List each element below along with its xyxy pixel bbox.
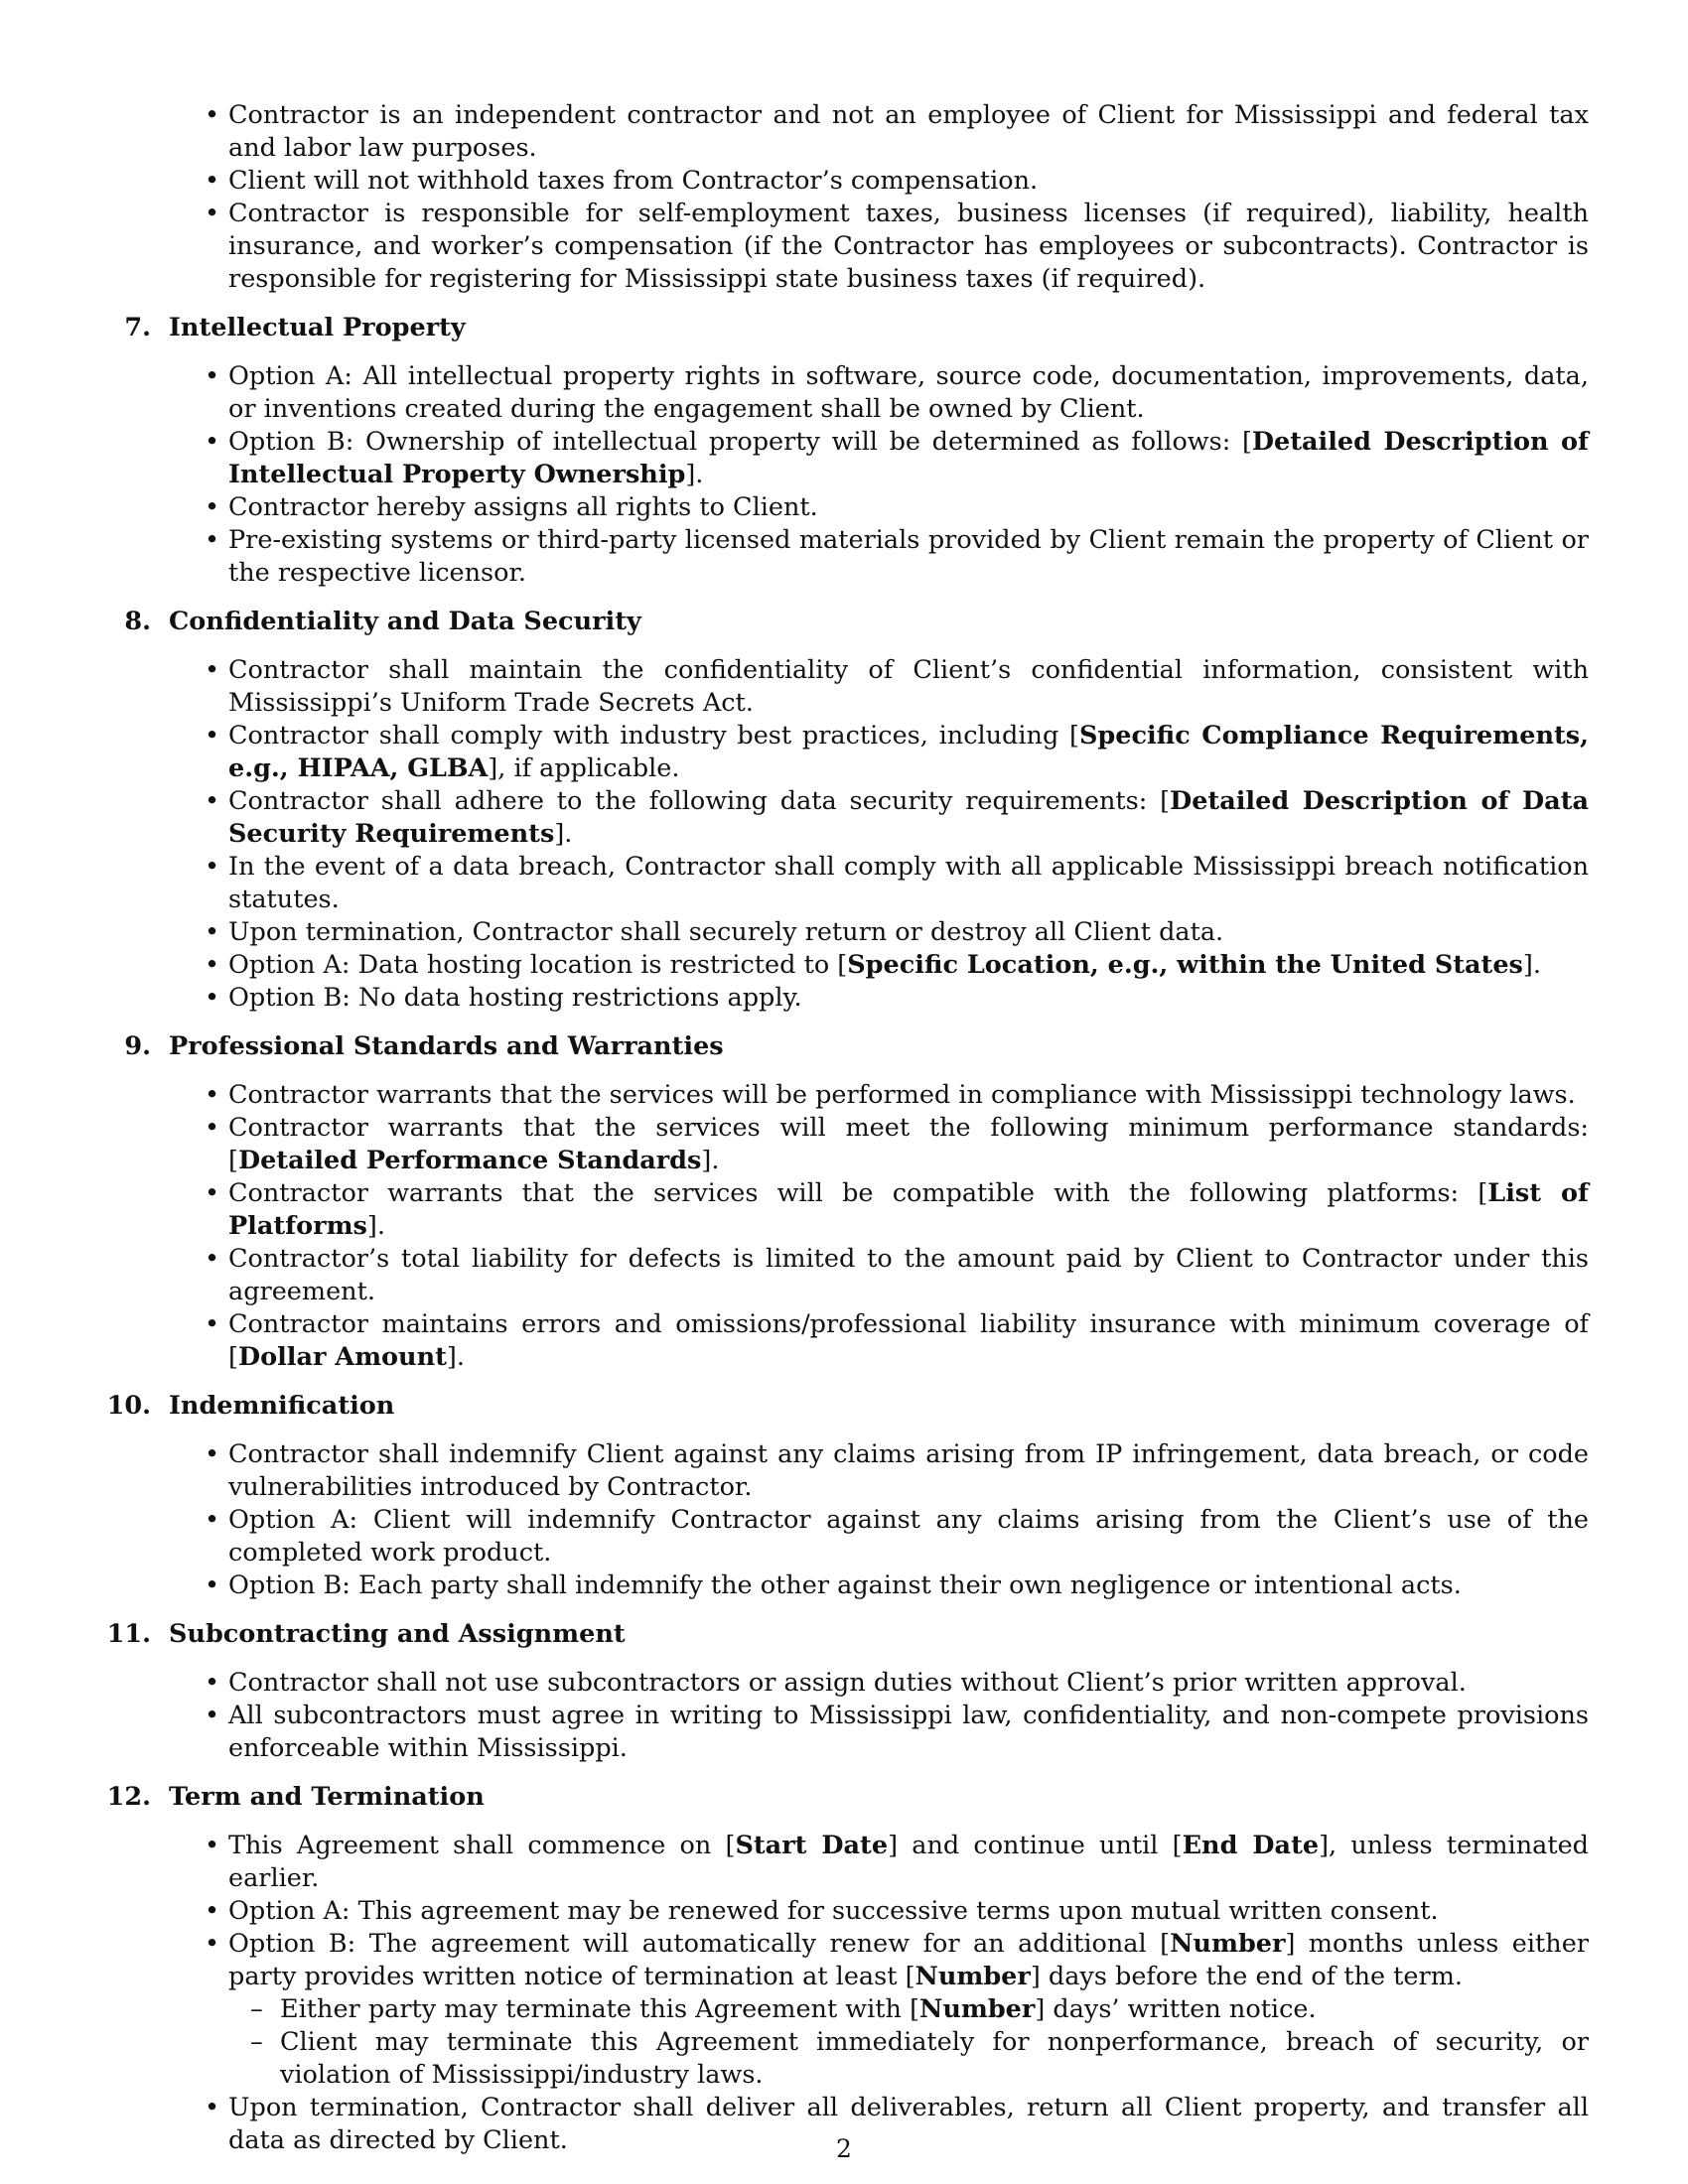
document-body xyxy=(106,99,1590,2157)
section-intellectual-property xyxy=(119,312,1589,590)
placeholder-text: List of Platforms xyxy=(228,1178,1589,1241)
text-segment: Contractor warrants that the services will be compatible with the following platforms: [ xyxy=(228,1178,1488,1208)
placeholder-text: Start Date xyxy=(735,1831,889,1860)
section-professional-standards xyxy=(119,1030,1589,1374)
section-number: 9. xyxy=(124,1031,151,1061)
section-number: 11. xyxy=(106,1619,151,1649)
section-number: 8. xyxy=(124,607,151,636)
text-segment: ]. xyxy=(366,1211,385,1241)
text-segment: Contractor maintains errors and omissions/professional liability insurance with minimum coverage of [ xyxy=(228,1309,1589,1372)
text-segment: ] and continue until [ xyxy=(888,1831,1183,1860)
bullet-list xyxy=(119,1830,1589,2157)
section-number: 7. xyxy=(124,313,151,342)
list-item: • Contractor’s total liability for defects is limited to the amount paid by Client to Contractor under this agreement. xyxy=(119,1243,1589,1308)
section-term-termination xyxy=(106,1781,1590,2157)
sub-list-item xyxy=(228,1993,1589,2026)
section-heading: Subcontracting and Assignment xyxy=(169,1619,626,1649)
placeholder-text: Number xyxy=(1170,1929,1286,1959)
list-item: • Contractor is responsible for self-employment taxes, business licenses (if required), liability, health insurance, and worker’s compensation (if the Contractor has employees or subcontracts). Contractor is responsible for registering for Mississippi state business taxes (if required). xyxy=(119,198,1589,296)
sub-list-item: – Client may terminate this Agreement immediately for nonperformance, breach of security, or violation of Mississippi/industry laws. xyxy=(228,2026,1589,2092)
placeholder-text: Detailed Description of Intellectual Property Ownership xyxy=(228,427,1589,489)
list-item: • Option A: Client will indemnify Contractor against any claims arising from the Client’s use of the completed work product. xyxy=(119,1504,1589,1570)
bullet-list xyxy=(119,1438,1589,1602)
list-item: • Contractor is an independent contractor and not an employee of Client for Mississippi and federal tax and labor law purposes. xyxy=(119,99,1589,165)
bullet-list xyxy=(119,654,1589,1015)
text-segment: ]. xyxy=(554,819,573,849)
list-item: • In the event of a data breach, Contractor shall comply with all applicable Mississippi breach notification statutes. xyxy=(119,851,1589,916)
list-item xyxy=(119,1177,1589,1243)
section-heading: Intellectual Property xyxy=(169,313,466,342)
intro-bullet-list xyxy=(119,99,1589,296)
text-segment: Option A: Data hosting location is restricted to [ xyxy=(228,950,848,980)
text-segment: ]. xyxy=(446,1342,465,1372)
list-item xyxy=(119,785,1589,851)
list-item xyxy=(119,1112,1589,1177)
list-item: • Contractor shall not use subcontractors or assign duties without Client’s prior written approval. xyxy=(119,1667,1589,1700)
placeholder-text: Detailed Performance Standards xyxy=(237,1146,702,1175)
text-segment: ] days’ written notice. xyxy=(1035,1994,1317,2024)
list-item xyxy=(119,720,1589,785)
list-item: • Upon termination, Contractor shall deliver all deliverables, return all Client property, and transfer all data as directed by Client. xyxy=(119,2092,1589,2157)
placeholder-text: Specific Location, e.g., within the United States xyxy=(847,950,1523,980)
list-item: • Upon termination, Contractor shall securely return or destroy all Client data. xyxy=(119,916,1589,949)
placeholder-text: Number xyxy=(919,1994,1036,2024)
page-number: 2 xyxy=(836,2134,852,2163)
text-segment: ] days before the end of the term. xyxy=(1030,1962,1463,1991)
section-confidentiality xyxy=(119,606,1589,1015)
section-subcontracting xyxy=(106,1618,1589,1765)
list-item: • Option A: All intellectual property rights in software, source code, documentation, improvements, data, or inventions created during the engagement shall be owned by Client. xyxy=(119,360,1589,426)
bullet-list xyxy=(119,1079,1589,1374)
list-item xyxy=(119,949,1589,982)
placeholder-text: End Date xyxy=(1182,1831,1320,1860)
list-item: • Client will not withhold taxes from Contractor’s compensation. xyxy=(119,165,1589,198)
list-item xyxy=(119,1928,1589,2092)
text-segment: ]. xyxy=(701,1146,720,1175)
list-item: • Pre-existing systems or third-party licensed materials provided by Client remain the property of Client or the respective licensor. xyxy=(119,524,1589,590)
section-heading: Indemnification xyxy=(169,1391,395,1421)
bullet-list xyxy=(119,360,1589,590)
text-segment: Option B: The agreement will automatically renew for an additional [ xyxy=(228,1929,1171,1959)
placeholder-text: Specific Compliance Requirements, e.g., HIPAA, GLBA xyxy=(228,721,1589,783)
section-heading: Confidentiality and Data Security xyxy=(169,607,641,636)
text-segment: Contractor shall adhere to the following data security requirements: [ xyxy=(228,786,1171,816)
list-item xyxy=(119,426,1589,491)
list-item xyxy=(119,1308,1589,1374)
section-heading: Term and Termination xyxy=(169,1782,485,1812)
text-segment: ], unless terminated earlier. xyxy=(228,1831,1590,1893)
section-number: 12. xyxy=(106,1782,151,1812)
section-number: 10. xyxy=(106,1391,151,1421)
list-item: • Contractor warrants that the services will be performed in compliance with Mississippi technology laws. xyxy=(119,1079,1589,1112)
text-segment: ] months unless either party provides written notice of termination at least [ xyxy=(228,1929,1589,1991)
list-item: • Option B: No data hosting restrictions apply. xyxy=(119,982,1589,1015)
list-item xyxy=(119,1830,1589,1895)
placeholder-text: Number xyxy=(914,1962,1031,1991)
sub-list xyxy=(228,1993,1589,2092)
list-item: • All subcontractors must agree in writing to Mississippi law, confidentiality, and non-compete provisions enforceable within Mississippi. xyxy=(119,1700,1589,1765)
list-item: • Contractor shall indemnify Client against any claims arising from IP infringement, data breach, or code vulnerabilities introduced by Contractor. xyxy=(119,1438,1589,1504)
list-item: • Option B: Each party shall indemnify the other against their own negligence or intentional acts. xyxy=(119,1570,1589,1602)
bullet-list xyxy=(119,1667,1589,1765)
text-segment: Either party may terminate this Agreement with [ xyxy=(280,1994,920,2024)
list-item: • Contractor shall maintain the confidentiality of Client’s confidential information, consistent with Mississippi’s Uniform Trade Secrets Act. xyxy=(119,654,1589,720)
section-heading: Professional Standards and Warranties xyxy=(169,1031,724,1061)
placeholder-text: Detailed Description of Data Security Requirements xyxy=(228,786,1589,849)
list-item: • Contractor hereby assigns all rights to Client. xyxy=(119,491,1589,524)
text-segment: Contractor shall comply with industry best practices, including [ xyxy=(228,721,1079,751)
text-segment: ], if applicable. xyxy=(488,753,680,783)
section-indemnification xyxy=(106,1390,1589,1602)
text-segment: ]. xyxy=(1522,950,1541,980)
text-segment: Option B: Ownership of intellectual property will be determined as follows: [ xyxy=(228,427,1252,457)
list-item: • Option A: This agreement may be renewed for successive terms upon mutual written consent. xyxy=(119,1895,1589,1928)
text-segment: This Agreement shall commence on [ xyxy=(228,1831,736,1860)
text-segment: ]. xyxy=(685,460,704,489)
placeholder-text: Dollar Amount xyxy=(237,1342,447,1372)
text-segment: Contractor warrants that the services will meet the following minimum performance standards: [ xyxy=(228,1113,1589,1175)
